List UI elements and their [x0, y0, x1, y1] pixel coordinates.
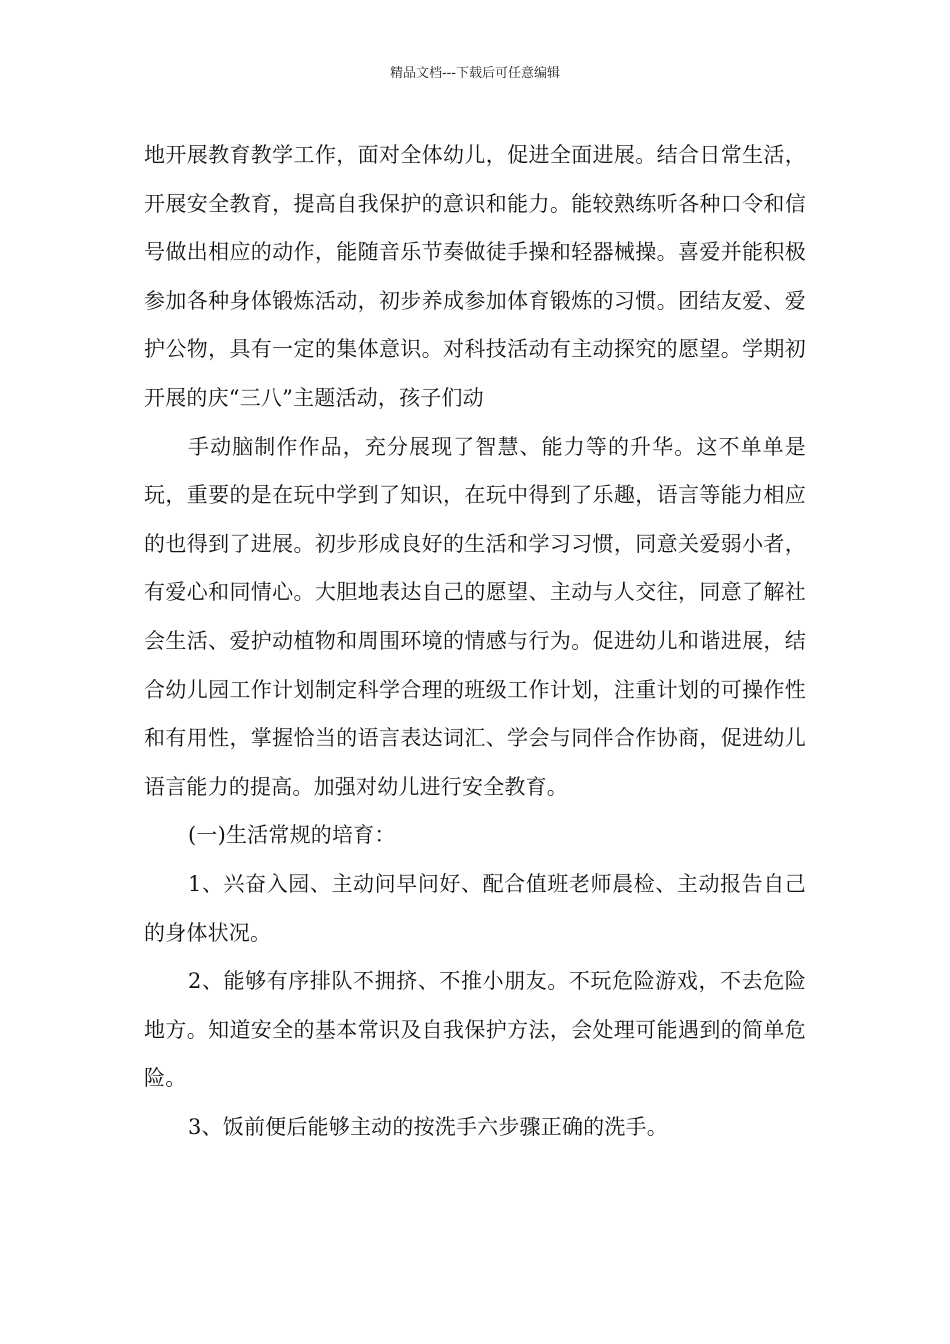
list-item-3: 3、饭前便后能够主动的按洗手六步骤正确的洗手。 — [188, 1114, 668, 1139]
section-heading-life-routines: (一)生活常规的培育： — [188, 823, 396, 848]
document-body — [144, 131, 806, 1151]
page-header: 精品文档---下载后可任意编辑 — [389, 66, 561, 81]
list-item-2: 2、能够有序排队不拥挤、不推小朋友。不玩危险游戏，不去危险地方。知道安全的基本常识及自我保护方法，会处理可能遇到的简单危险。 — [144, 969, 806, 1091]
list-item-1: 1、兴奋入园、主动问早问好、配合值班老师晨检、主动报告自己的身体状况。 — [144, 871, 806, 945]
paragraph-intro-continued: 地开展教育教学工作，面对全体幼儿，促进全面进展。结合日常生活，开展安全教育，提高自我保护的意识和能力。能较熟练听各种口令和信号做出相应的动作，能随音乐节奏做徒手操和轻器械操。喜爱并能积极参加各种身体锻炼活动，初步养成参加体育锻炼的习惯。团结友爱、爱护公物，具有一定的集体意识。对科技活动有主动探究的愿望。学期初开展的庆“三八”主题活动，孩子们动 — [144, 143, 806, 410]
paragraph-hands-on: 手动脑制作作品，充分展现了智慧、能力等的升华。这不单单是玩，重要的是在玩中学到了知识，在玩中得到了乐趣，语言等能力相应的也得到了进展。初步形成良好的生活和学习习惯，同意关爱弱小者，有爱心和同情心。大胆地表达自己的愿望、主动与人交往，同意了解社会生活、爱护动植物和周围环境的情感与行为。促进幼儿和谐进展，结合幼儿园工作计划制定科学合理的班级工作计划，注重计划的可操作性和有用性，掌握恰当的语言表达词汇、学会与同伴合作协商，促进幼儿语言能力的提高。加强对幼儿进行安全教育。 — [144, 434, 806, 799]
